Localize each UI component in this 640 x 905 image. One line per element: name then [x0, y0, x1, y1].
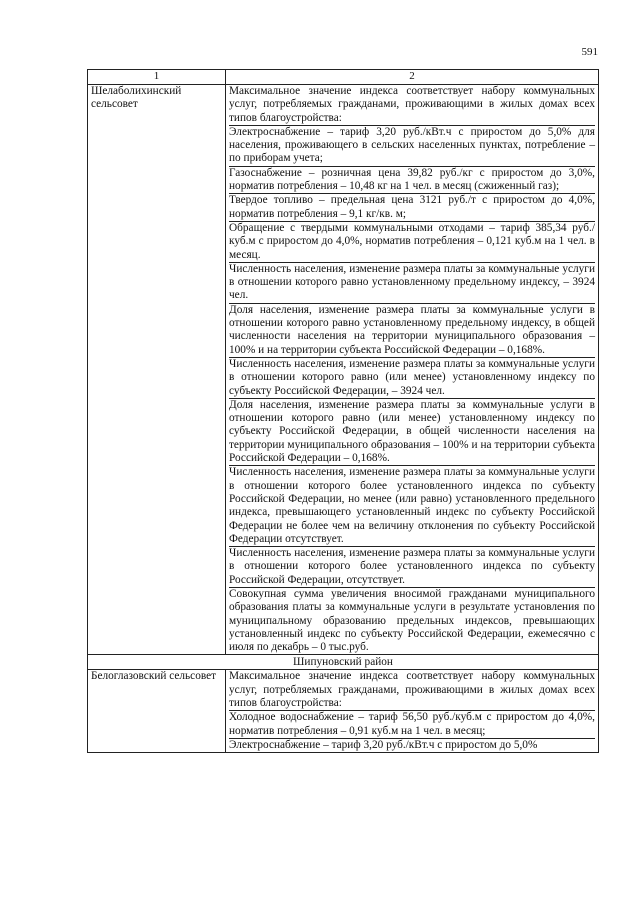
paragraph: Совокупная сумма увеличения вносимой гражданами муниципального образования платы за коммунальные услуги в результате установления по муниципальному образованию предельных индексов, превышающих установленный индекс по субъекту Российской Федерации, ежемесячно с июля по декабрь – 0 тыс.руб.: [229, 587, 595, 654]
column-header-1: 1: [88, 70, 226, 85]
municipality-details: [226, 85, 599, 655]
municipality-details: [226, 670, 599, 753]
column-header-2: 2: [226, 70, 599, 85]
municipality-name: Белоглазовский сельсовет: [88, 670, 226, 753]
page-number: 591: [581, 46, 598, 58]
paragraph: Численность населения, изменение размера платы за коммунальные услуги в отношении которого более установленного индекса по субъекту Российской Федерации, но менее (или равно) установленного предельного индекса, превышающего установленный индекс по субъекту Российской Федерации не более чем на величину отклонения по субъекту Российской Федерации отсутствует.: [229, 466, 595, 545]
paragraph: Численность населения, изменение размера платы за коммунальные услуги в отношении которого равно установленному предельному индексу, – 3924 чел.: [229, 262, 595, 302]
paragraph: Холодное водоснабжение – тариф 56,50 руб./куб.м с приростом до 4,0%, норматив потребления – 0,91 куб.м на 1 чел. в месяц;: [229, 711, 595, 737]
paragraph: Твердое топливо – предельная цена 3121 руб./т с приростом до 4,0%, норматив потребления – 9,1 кг/кв. м;: [229, 194, 595, 220]
paragraph: Численность населения, изменение размера платы за коммунальные услуги в отношении которого более установленного индекса по субъекту Российской Федерации, отсутствует.: [229, 547, 595, 586]
paragraph: Электроснабжение – тариф 3,20 руб./кВт.ч с приростом до 5,0%: [229, 738, 595, 752]
table-row: [88, 85, 599, 655]
municipality-name: Шелаболихинский сельсовет: [88, 85, 226, 655]
paragraph: Газоснабжение – розничная цена 39,82 руб./кг с приростом до 3,0%, норматив потребления – 10,48 кг на 1 чел. в месяц (сжиженный газ);: [229, 166, 595, 193]
document-table: [87, 69, 599, 753]
paragraph: Численность населения, изменение размера платы за коммунальные услуги в отношении которого равно (или менее) установленному индексу по субъекту Российской Федерации, – 3924 чел.: [229, 357, 595, 397]
table-row: [88, 670, 599, 753]
paragraph: Обращение с твердыми коммунальными отходами – тариф 385,34 руб./куб.м с приростом до 4,0%, норматив потребления – 0,121 куб.м на 1 чел. в месяц.: [229, 221, 595, 261]
table-header-row: [88, 70, 599, 85]
region-row: [88, 655, 599, 670]
paragraph: Электроснабжение – тариф 3,20 руб./кВт.ч с приростом до 5,0% для населения, проживающего в сельских населенных пунктах, потребление – по приборам учета;: [229, 125, 595, 165]
paragraph: Максимальное значение индекса соответствует набору коммунальных услуг, потребляемых гражданами, проживающими в жилых домах всех типов благоустройства:: [229, 670, 595, 710]
region-title: Шипуновский район: [88, 655, 599, 670]
paragraph: Доля населения, изменение размера платы за коммунальные услуги в отношении которого равно установленному предельному индексу, в общей численности населения на территории муниципального образования – 100% и на территории субъекта Российской Федерации – 0,168%.: [229, 303, 595, 356]
paragraph: Доля населения, изменение размера платы за коммунальные услуги в отношении которого равно (или менее) установленному индексу по субъекту Российской Федерации, в общей численности населения на территории муниципального образования – 100% и на территории субъекта Российской Федерации – 0,168%.: [229, 398, 595, 465]
paragraph: Максимальное значение индекса соответствует набору коммунальных услуг, потребляемых гражданами, проживающими в жилых домах всех типов благоустройства:: [229, 85, 595, 124]
